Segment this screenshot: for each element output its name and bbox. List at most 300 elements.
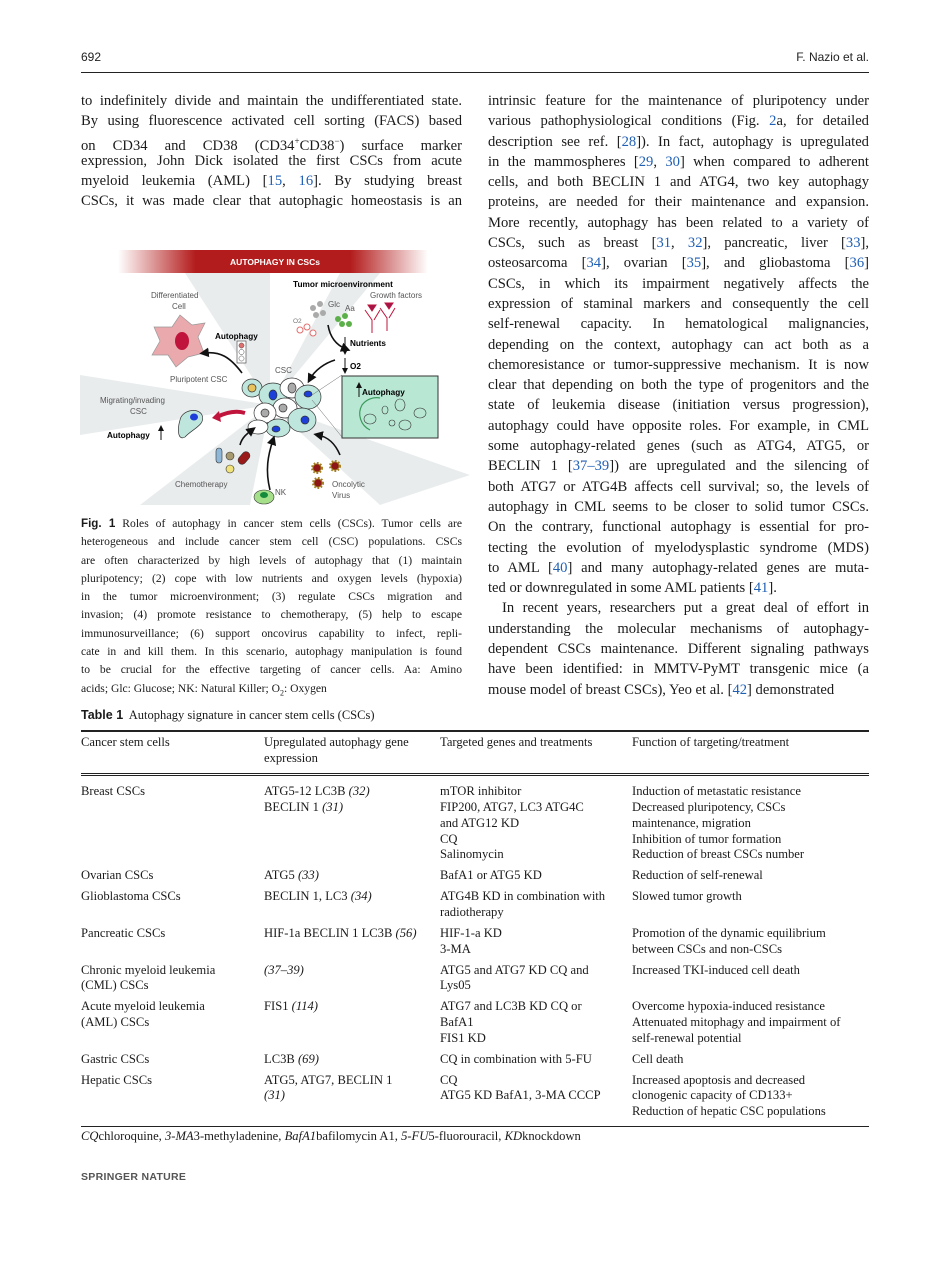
text-run: BECLIN 1 [ (488, 458, 573, 475)
text-run: Function of targeting/treatment (632, 735, 790, 749)
table-header-row (81, 731, 869, 775)
text-line (81, 625, 462, 643)
text-run: : Oxygen (283, 681, 327, 695)
text-run: Cancer stem cells (81, 735, 170, 749)
text-line (488, 598, 869, 618)
right-column-text (488, 91, 869, 700)
text-line (81, 588, 462, 606)
table-cell (632, 1052, 869, 1073)
text-line (81, 680, 462, 698)
label-csc: CSC (275, 366, 292, 375)
text-run: Inhibition of tumor formation (632, 831, 782, 846)
text-run: various pathophysiological conditions (Fig. (488, 113, 770, 130)
cell-line (440, 832, 632, 848)
text-run: , (671, 235, 688, 252)
text-run: Hepatic CSCs (81, 1072, 153, 1087)
cell-line (632, 735, 869, 751)
table-row (81, 999, 869, 1051)
text-run: Gastric CSCs (81, 1051, 150, 1066)
label-migrating-csc: CSC (130, 407, 147, 416)
citation-link[interactable]: 37–39 (572, 458, 610, 475)
text-run: (AML) CSCs (81, 1015, 150, 1030)
label-differentiated: Differentiated (151, 291, 199, 300)
text-run: Breast CSCs (81, 784, 146, 799)
text-line (488, 294, 869, 314)
cell-line (440, 926, 632, 942)
text-run: ) surface marker (339, 137, 462, 154)
italic-text: 5-FU (401, 1129, 429, 1143)
autophagy-signature-table (81, 731, 869, 1127)
table-cell (632, 1073, 869, 1127)
label-cell: Cell (172, 302, 186, 311)
text-run: both ATG7 or ATG4B affects cell survival; so, the levels of (488, 478, 869, 495)
text-run: ted or downregulated in some AML patients [ (488, 580, 754, 597)
text-run: chloroquine, (98, 1129, 165, 1143)
cell-line (440, 905, 632, 921)
text-run: clear that depending on both the type of progenitors and the (488, 377, 869, 394)
label-autophagy-left: Autophagy (107, 431, 150, 440)
cell-line (264, 889, 440, 905)
text-run: ]) are upregulated and the silencing of (609, 458, 869, 475)
italic-text: (69) (297, 1051, 319, 1066)
citation-link[interactable]: 2 (769, 113, 777, 130)
text-run: a, for detailed (776, 113, 869, 130)
text-line (488, 132, 869, 152)
text-run: CQ (440, 831, 458, 846)
table-cell (81, 926, 264, 963)
nucleus-icon (260, 492, 268, 498)
label-tumor-microenvironment: Tumor microenvironment (293, 279, 393, 289)
text-run: (CML) CSCs (81, 978, 149, 993)
growth-factor-receptor-icon (365, 303, 395, 333)
cell-line (632, 963, 869, 979)
cell-line (632, 816, 869, 832)
table-cell (440, 999, 632, 1051)
text-line (488, 355, 869, 375)
text-run: Targeted genes and treatments (440, 735, 593, 749)
cell-line (440, 942, 632, 958)
citation-link[interactable]: 35 (686, 255, 702, 272)
text-line (488, 335, 869, 355)
italic-text: CQ (81, 1129, 99, 1143)
text-line (488, 436, 869, 456)
text-run: CQ (440, 1072, 458, 1087)
text-line (81, 661, 462, 679)
text-run: to indefinitely divide and maintain the undifferentiated state. (81, 93, 462, 109)
text-run: 3-MA (440, 941, 471, 956)
citation-link[interactable]: 15 (267, 173, 283, 189)
table-cell (81, 999, 264, 1051)
italic-text: 3-MA (164, 1129, 194, 1143)
running-header-authors: F. Nazio et al. (796, 50, 869, 64)
text-run: chemoresistance or tumor-suppressive mechanism. It is now (488, 356, 869, 373)
table-cell (264, 868, 440, 889)
arrow-icon (267, 440, 273, 490)
table-cell (440, 868, 632, 889)
text-run: CQ in combination with 5-FU (440, 1051, 592, 1066)
label-migrating: Migrating/invading (100, 396, 165, 405)
table-cell (264, 926, 440, 963)
text-run: in the tumor microenvironment; (3) regulate CSCs migration and (81, 590, 462, 604)
cell-line (440, 999, 632, 1015)
cell-line (264, 800, 440, 816)
text-line (488, 314, 869, 334)
text-line (488, 274, 869, 294)
table-cell (264, 1052, 440, 1073)
cell-line (264, 735, 440, 751)
table-footnote (81, 1129, 581, 1144)
citation-link[interactable]: 42 (732, 681, 748, 698)
italic-text: KD (504, 1129, 523, 1143)
text-run: HIF-1-a KD (440, 925, 502, 940)
text-run: ATG5 KD BafA1, 3-MA CCCP (440, 1088, 601, 1103)
cell-line (81, 978, 264, 994)
cell-line (440, 1088, 632, 1104)
text-run: ATG4B KD in combination with (440, 889, 606, 904)
table-label: Table 1 (81, 708, 124, 722)
text-run: have been identified: in MMTV-PyMT transgenic mice (a (488, 661, 869, 678)
text-run: Reduction of self-renewal (632, 868, 763, 883)
label-autophagy-top: Autophagy (215, 332, 258, 341)
cell-line (264, 1073, 440, 1089)
text-run: Reduction of hepatic CSC populations (632, 1104, 826, 1119)
text-run: Increased apoptosis and decreased (632, 1072, 806, 1087)
text-line (81, 111, 462, 131)
text-run: dependent CSCs maintenance. Different signaling pathways (488, 641, 869, 658)
text-run: in the mammospheres [ (488, 153, 639, 170)
text-run: Pancreatic CSCs (81, 925, 166, 940)
text-run: and ATG12 KD (440, 815, 520, 830)
text-run: FIP200, ATG7, LC3 ATG4C (440, 800, 584, 815)
table-title: Autophagy signature in cancer stem cells (CSCs) (128, 708, 375, 722)
text-run: ]). In fact, autophagy is upregulated (636, 133, 869, 150)
cell-line (632, 1104, 869, 1120)
citation-link[interactable]: 29 (638, 153, 654, 170)
cell-line (632, 800, 869, 816)
table-cell (81, 889, 264, 926)
cell-line (264, 784, 440, 800)
cell-line (264, 963, 440, 979)
label-o2: O2 (350, 362, 361, 371)
text-run: ], pancreatic, liver [ (702, 235, 846, 252)
label-growth-factors: Growth factors (370, 291, 423, 300)
text-run: radiotherapy (440, 904, 504, 919)
cell-line (81, 1073, 264, 1089)
text-run: Reduction of breast CSCs number (632, 847, 805, 862)
text-run: FIS1 (264, 999, 292, 1014)
italic-text: BafA1 (284, 1129, 317, 1143)
text-line (488, 416, 869, 436)
figure-caption (81, 515, 462, 698)
table-row (81, 963, 869, 1000)
label-glc: Glc (328, 300, 340, 309)
cell-line (632, 1015, 869, 1031)
italic-text: (34) (350, 889, 372, 904)
text-run: BafA1 or ATG5 KD (440, 868, 542, 883)
citation-link[interactable]: 31 (656, 235, 672, 252)
table-cell (632, 889, 869, 926)
text-line (488, 639, 869, 659)
cell-line (81, 784, 264, 800)
table-cell (440, 775, 632, 868)
springer-nature-logo: SPRINGER NATURE (81, 1171, 187, 1183)
table-cell (81, 775, 264, 868)
left-column-text (81, 91, 462, 211)
text-run: Cell death (632, 1051, 684, 1066)
column-header (632, 731, 869, 775)
text-run: to AML [ (488, 559, 553, 576)
text-run: ] when compared to adherent (679, 153, 869, 170)
column-header (440, 731, 632, 775)
text-run: Overcome hypoxia-induced resistance (632, 999, 826, 1014)
citation-link[interactable]: 32 (687, 235, 703, 252)
text-run: knockdown (522, 1129, 581, 1143)
cell-line (632, 1088, 869, 1104)
text-run: BECLIN 1, LC3 (264, 889, 351, 904)
text-run: ATG5, ATG7, BECLIN 1 (264, 1072, 393, 1087)
text-run: acids; Glc: Glucose; NK: Natural Killer; O (81, 681, 280, 695)
cell-line (632, 889, 869, 905)
table-cell (440, 889, 632, 926)
table-row (81, 775, 869, 868)
text-run: invasion; (4) promote resistance to chemotherapy, (5) help to escape (81, 608, 462, 622)
table-row (81, 868, 869, 889)
autophagy-inset-box (342, 376, 438, 438)
text-run: maintenance, migration (632, 815, 751, 830)
column-header (264, 731, 440, 775)
text-run: ] demonstrated (747, 681, 835, 698)
table-cell (81, 868, 264, 889)
text-run: heterogeneous and include cancer stem cell (CSC) populations. CSCs (81, 535, 462, 549)
text-run: Attenuated mitophagy and impairment of (632, 1015, 841, 1030)
text-line (488, 213, 869, 233)
column-header (81, 731, 264, 775)
text-run: In recent years, researchers put a great deal of effort in (502, 600, 869, 617)
cell-line (632, 999, 869, 1015)
text-run: 3-methyladenine, (193, 1129, 285, 1143)
text-line (488, 395, 869, 415)
text-line (81, 515, 462, 533)
text-run: ], ovarian [ (601, 255, 687, 272)
text-run: LC3B (264, 1051, 298, 1066)
table-caption (81, 708, 375, 723)
table-cell (264, 999, 440, 1051)
text-run: Induction of metastatic resistance (632, 784, 801, 799)
table-cell (81, 963, 264, 1000)
text-line (488, 477, 869, 497)
citation-link[interactable]: 33 (845, 235, 861, 252)
table-cell (264, 775, 440, 868)
italic-text: (32) (348, 784, 370, 799)
cell-line (440, 889, 632, 905)
text-run: autophagy could have opposite roles. For example, in CML (488, 417, 869, 434)
text-line (81, 552, 462, 570)
label-o2-small: O2 (293, 318, 302, 325)
table-cell (440, 1052, 632, 1073)
cell-line (440, 847, 632, 863)
cell-line (81, 926, 264, 942)
text-run: Ovarian CSCs (81, 868, 154, 883)
text-run: intrinsic feature for the maintenance of pluripotency under (488, 93, 869, 109)
text-line (81, 171, 462, 191)
superscript: − (334, 136, 340, 146)
traffic-light-icon (237, 341, 246, 363)
cell-line (81, 735, 264, 751)
text-line (81, 131, 462, 154)
cell-line (632, 926, 869, 942)
text-line (488, 538, 869, 558)
italic-text: (31) (264, 1088, 285, 1103)
label-nk: NK (275, 488, 287, 497)
text-run: between CSCs and non-CSCs (632, 941, 783, 956)
text-run: Acute myeloid leukemia (81, 999, 205, 1014)
text-run: autophagy in CML seems to be closer to solid tumor CSCs. (488, 498, 869, 515)
cell-line (440, 1015, 632, 1031)
text-line (488, 152, 869, 172)
citation-link[interactable]: 36 (849, 255, 865, 272)
text-run: HIF-1a BECLIN 1 LC3B (264, 925, 396, 940)
text-run: immunosurveillance; (6) support oncovirus capability to infect, repli- (81, 626, 462, 640)
cell-line (440, 784, 632, 800)
italic-text: (31) (322, 800, 344, 815)
text-run: Glioblastoma CSCs (81, 889, 181, 904)
text-run: ATG5-12 LC3B (264, 784, 349, 799)
table-cell (264, 889, 440, 926)
text-run: Slowed tumor growth (632, 889, 742, 904)
table-cell (440, 926, 632, 963)
cell-line (264, 999, 440, 1015)
text-line (488, 619, 869, 639)
superscript: + (294, 136, 300, 146)
text-run: proteins, are needed for their maintenance and expansion. (488, 194, 869, 211)
text-line (488, 375, 869, 395)
text-line (488, 558, 869, 578)
banner-title: AUTOPHAGY IN CSCs (230, 257, 320, 267)
text-line (488, 680, 869, 700)
text-run: Upregulated autophagy gene (264, 735, 409, 749)
italic-text: (114) (291, 999, 318, 1014)
text-run: ATG5 (264, 868, 298, 883)
text-line (488, 172, 869, 192)
cell-line (632, 868, 869, 884)
text-line (81, 606, 462, 624)
text-run: description see ref. [ (488, 133, 622, 150)
cell-line (264, 926, 440, 942)
text-line (488, 233, 869, 253)
table-cell (264, 1073, 440, 1127)
cell-line (81, 963, 264, 979)
cell-line (264, 751, 440, 767)
table-cell (632, 963, 869, 1000)
label-pluripotent-csc: Pluripotent CSC (170, 375, 228, 384)
text-run: Increased TKI-induced cell death (632, 962, 800, 977)
citation-link[interactable]: 16 (298, 173, 314, 189)
cell-line (81, 1015, 264, 1031)
cell-line (440, 735, 632, 751)
cell-line (440, 1052, 632, 1068)
text-run: ] and many autophagy-related genes are muta- (567, 559, 869, 576)
text-run: pluripotency; (2) cope with low nutrients and oxygen levels (hypoxia) (81, 571, 462, 585)
text-run: state of leukemia disease (initiation versus progression), (488, 397, 869, 414)
cell-line (632, 942, 869, 958)
text-run: myeloid leukemia (AML) [ (81, 173, 268, 189)
text-run: ] (864, 255, 869, 272)
text-run: to be crucial for the effective targeting of cancer cells. Aa: Amino (81, 663, 462, 677)
text-run: mTOR inhibitor (440, 784, 522, 799)
table-cell (81, 1073, 264, 1127)
cell-line (632, 1073, 869, 1089)
text-run: understanding the molecular mechanisms of autophagy- (488, 620, 869, 637)
cell-line (632, 784, 869, 800)
cell-line (440, 963, 632, 979)
label-aa: Aa (345, 304, 355, 313)
label-chemotherapy: Chemotherapy (175, 480, 228, 489)
table-cell (632, 775, 869, 868)
italic-text: (33) (297, 868, 319, 883)
cell-line (81, 999, 264, 1015)
cell-line (264, 1052, 440, 1068)
citation-link[interactable]: 28 (621, 133, 637, 150)
text-line (488, 91, 869, 111)
figure-label: Fig. 1 (81, 517, 116, 530)
cell-line (440, 1073, 632, 1089)
table-cell (440, 1073, 632, 1127)
italic-text: (56) (395, 925, 417, 940)
text-run: cells, and both BECLIN 1 and ATG4, two key autophagy (488, 174, 869, 191)
citation-link[interactable]: 40 (552, 559, 568, 576)
text-run: ], (860, 235, 869, 252)
cell-line (440, 816, 632, 832)
citation-link[interactable]: 34 (586, 255, 602, 272)
text-run: BafA1 (440, 1015, 474, 1030)
text-run: CSCs, in which its impairment negatively affects the (488, 275, 869, 292)
arrow-icon (204, 353, 242, 373)
text-run: Chronic myeloid leukemia (81, 962, 216, 977)
text-run: ]. (768, 580, 777, 597)
cell-line (440, 978, 632, 994)
italic-text: (37–39) (264, 962, 304, 977)
text-run: Roles of autophagy in cancer stem cells (CSCs). Tumor cells are (115, 517, 462, 530)
cell-line (264, 1088, 440, 1104)
zoom-line (312, 375, 342, 395)
nucleus-icon (175, 332, 189, 350)
citation-link[interactable]: 30 (665, 153, 680, 170)
text-run: bafilomycin A1, (316, 1129, 402, 1143)
text-line (81, 91, 462, 111)
text-run: CSCs, it was made clear that autophagic homeostasis is an (81, 193, 462, 209)
text-run: More recently, autophagy has been related to a variety of (488, 214, 869, 231)
text-line (488, 578, 869, 598)
table-row (81, 889, 869, 926)
text-run: CSCs, such as breast [ (488, 235, 657, 252)
cell-line (632, 1052, 869, 1068)
cell-line (632, 1031, 869, 1047)
table-cell (81, 1052, 264, 1073)
text-run: By using fluorescence activated cell sorting (FACS) based (81, 113, 462, 129)
text-run: , (282, 173, 299, 189)
text-line (81, 533, 462, 551)
citation-link[interactable]: 41 (753, 580, 769, 597)
label-nutrients: Nutrients (350, 339, 386, 348)
text-run: , (653, 153, 666, 170)
page-number: 692 (81, 50, 102, 64)
cell-line (632, 832, 869, 848)
label-oncolytic: Oncolytic (332, 480, 365, 489)
table-cell (632, 926, 869, 963)
text-run: tecting the evolution of myelodysplastic syndrome (MDS) (488, 539, 869, 556)
text-line (488, 111, 869, 131)
text-line (81, 643, 462, 661)
